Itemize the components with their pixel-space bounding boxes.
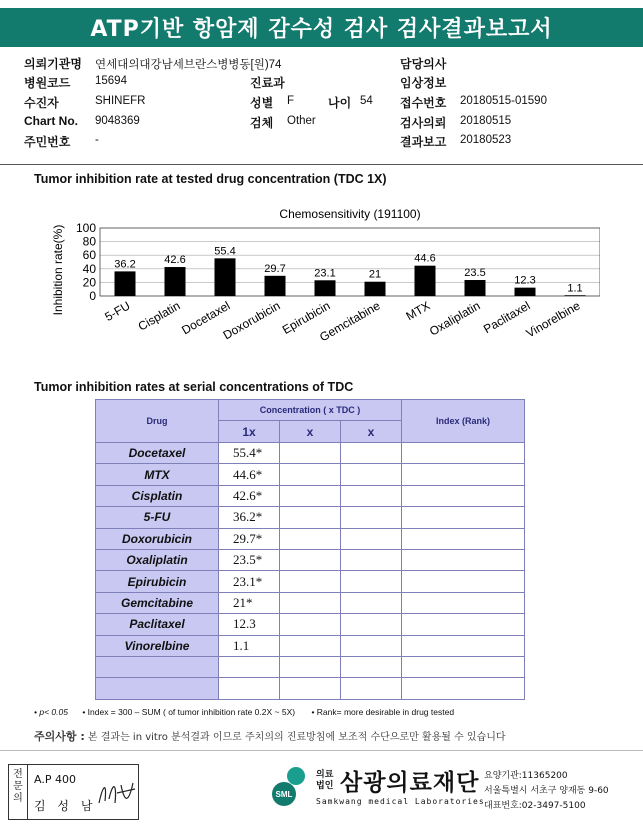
value-x3-cell — [341, 571, 402, 592]
result-label: 결과보고 — [400, 135, 447, 149]
table-header-row — [96, 400, 525, 421]
value-1x-cell: 23.1* — [219, 571, 280, 592]
section1-title: Tumor inhibition rate at tested drug concentration (TDC 1X) — [34, 172, 387, 186]
bar-vinorelbine — [565, 295, 586, 296]
value-x3-cell — [341, 507, 402, 528]
drug-cell — [96, 656, 219, 677]
value-x2-cell — [280, 507, 341, 528]
table-row — [96, 443, 525, 464]
value-x2-cell — [280, 614, 341, 635]
x-tick-label: Cisplatin — [135, 298, 183, 334]
drug-cell: Epirubicin — [96, 571, 219, 592]
index-cell — [402, 678, 525, 699]
value-x3-cell — [341, 464, 402, 485]
notice-label: 주의사항 : — [34, 730, 85, 743]
bar-oxaliplatin — [465, 280, 486, 296]
notice-text: 본 결과는 in vitro 분석결과 이므로 주치의의 진료방침에 보조적 수단으로만 활용될 수 있습니다 — [87, 732, 506, 743]
value-1x-cell: 23.5* — [219, 549, 280, 570]
bar-mtx — [415, 266, 436, 296]
bar-5-fu — [115, 271, 136, 296]
chart-no-label: Chart No. — [24, 114, 78, 128]
value-x2-cell — [280, 485, 341, 506]
value-1x-cell: 36.2* — [219, 507, 280, 528]
value-1x-cell — [219, 656, 280, 677]
footnotes — [34, 707, 454, 717]
sml-logo-icon — [270, 765, 312, 807]
value-1x-cell: 55.4* — [219, 443, 280, 464]
age-value: 54 — [360, 95, 373, 107]
divider-top — [0, 164, 643, 165]
hospital-code-value: 15694 — [95, 75, 127, 87]
value-1x-cell: 29.7* — [219, 528, 280, 549]
subheader-x-2: x — [280, 421, 341, 443]
value-x2-cell — [280, 571, 341, 592]
y-tick-label: 100 — [75, 221, 96, 235]
x-tick-label: Docetaxel — [179, 298, 233, 338]
data-label: 44.6 — [414, 252, 436, 265]
signature-line1: A.P 400 — [34, 773, 76, 786]
index-cell — [402, 507, 525, 528]
value-x3-cell — [341, 549, 402, 570]
value-x2-cell — [280, 635, 341, 656]
value-1x-cell: 44.6* — [219, 464, 280, 485]
value-x3-cell — [341, 678, 402, 699]
x-tick-label: Doxorubicin — [220, 298, 283, 343]
id-label: 주민번호 — [24, 135, 71, 149]
bar-cisplatin — [165, 267, 186, 296]
data-label: 23.1 — [314, 267, 336, 280]
doctor-label: 담당의사 — [400, 57, 447, 71]
signature-box — [8, 764, 139, 820]
table-row — [96, 635, 525, 656]
x-tick-label: 5-FU — [102, 298, 133, 324]
table-row — [96, 485, 525, 506]
data-label: 29.7 — [264, 262, 286, 275]
value-x2-cell — [280, 549, 341, 570]
table-row — [96, 507, 525, 528]
reception-value: 20180515-01590 — [460, 95, 547, 107]
bar-epirubicin — [315, 280, 336, 296]
sex-value: F — [287, 95, 295, 107]
index-cell — [402, 571, 525, 592]
index-cell — [402, 528, 525, 549]
department-label: 진료과 — [250, 76, 285, 90]
age-label: 나이 — [328, 96, 352, 110]
data-label: 55.4 — [214, 245, 236, 258]
drug-cell — [96, 678, 219, 699]
data-label: 42.6 — [164, 254, 186, 267]
data-label: 36.2 — [114, 258, 136, 271]
data-label: 1.1 — [567, 282, 583, 295]
divider-bottom — [0, 750, 643, 751]
drug-cell: Vinorelbine — [96, 635, 219, 656]
clinical-info-label: 임상정보 — [400, 76, 447, 90]
institution-value: 연세대의대강남세브란스병병동[원)74 — [95, 59, 282, 71]
chart-no-value: 9048369 — [95, 115, 140, 127]
x-tick-label: Epirubicin — [279, 298, 333, 337]
organization-english-name: Samkwang medical Laboratories — [316, 797, 485, 806]
value-x3-cell — [341, 592, 402, 613]
hospital-code-label: 병원코드 — [24, 76, 71, 90]
index-cell — [402, 464, 525, 485]
value-x2-cell — [280, 656, 341, 677]
value-x3-cell — [341, 528, 402, 549]
result-value: 20180523 — [460, 134, 512, 146]
table-row — [96, 528, 525, 549]
value-x3-cell — [341, 656, 402, 677]
value-x3-cell — [341, 635, 402, 656]
value-1x-cell: 1.1 — [219, 635, 280, 656]
index-cell — [402, 635, 525, 656]
id-value: - — [95, 134, 99, 146]
drug-cell: Cisplatin — [96, 485, 219, 506]
table-row — [96, 592, 525, 613]
drug-cell: Paclitaxel — [96, 614, 219, 635]
value-x2-cell — [280, 464, 341, 485]
logo-text: SML — [275, 790, 293, 799]
y-tick-label: 20 — [82, 275, 96, 290]
receiver-value: SHINEFR — [95, 95, 146, 107]
section2-title: Tumor inhibition rates at serial concentrations of TDC — [34, 380, 354, 394]
org-code: 요양기관:11365200 — [484, 771, 568, 781]
rank-note: • Rank= more desirable in drug tested — [311, 707, 455, 717]
receiver-label: 수진자 — [24, 96, 59, 110]
chart-title: Chemosensitivity (191100) — [279, 207, 421, 221]
table-row — [96, 549, 525, 570]
x-tick-label: MTX — [403, 298, 433, 324]
x-tick-label: Oxaliplatin — [426, 298, 483, 339]
table-row — [96, 464, 525, 485]
value-x3-cell — [341, 614, 402, 635]
p-value-note: • p< 0.05 — [34, 707, 68, 717]
value-x2-cell — [280, 678, 341, 699]
drug-cell: Doxorubicin — [96, 528, 219, 549]
x-tick-label: Paclitaxel — [481, 298, 533, 337]
chemosensitivity-chart — [40, 200, 600, 350]
index-header: Index (Rank) — [402, 400, 525, 443]
value-x3-cell — [341, 485, 402, 506]
index-cell — [402, 614, 525, 635]
request-label: 검사의뢰 — [400, 116, 447, 130]
organization-contact — [484, 769, 609, 814]
drug-cell: Gemcitabine — [96, 592, 219, 613]
reception-label: 접수번호 — [400, 96, 447, 110]
organization-name: 삼광의료재단 — [340, 770, 480, 796]
concentration-header: Concentration ( x TDC ) — [219, 400, 402, 421]
index-note: • Index = 300 – SUM ( of tumor inhibition rate 0.2X ~ 5X) — [82, 707, 296, 717]
org-type-label: 의료 법인 — [316, 770, 334, 791]
serial-concentration-table — [95, 399, 525, 700]
y-axis-label: Inhibition rate(%) — [51, 224, 65, 316]
institution-label: 의뢰기관명 — [24, 57, 82, 71]
y-tick-label: 40 — [82, 261, 96, 276]
x-tick-label: Gemcitabine — [317, 298, 383, 345]
bar-gemcitabine — [365, 282, 386, 296]
index-cell — [402, 656, 525, 677]
bar-doxorubicin — [265, 276, 286, 296]
subheader-1x: 1x — [219, 421, 280, 443]
subheader-x-3: x — [341, 421, 402, 443]
index-cell — [402, 592, 525, 613]
notice — [34, 728, 506, 744]
table-row — [96, 614, 525, 635]
report-title: ATP기반 항암제 감수성 검사 검사결과보고서 — [0, 8, 643, 47]
value-1x-cell: 21* — [219, 592, 280, 613]
handwritten-signature — [95, 775, 137, 811]
index-cell — [402, 485, 525, 506]
bar-paclitaxel — [515, 288, 536, 296]
value-1x-cell: 12.3 — [219, 614, 280, 635]
value-1x-cell — [219, 678, 280, 699]
bar-docetaxel — [215, 258, 236, 296]
drug-cell: Oxaliplatin — [96, 549, 219, 570]
signature-name: 김 성 남 — [34, 799, 97, 813]
org-phone: 대표번호:02-3497-5100 — [484, 801, 586, 811]
value-x2-cell — [280, 443, 341, 464]
y-tick-label: 60 — [82, 248, 96, 263]
sex-label: 성별 — [250, 96, 274, 110]
x-tick-label: Vinorelbine — [523, 298, 583, 341]
drug-header: Drug — [96, 400, 219, 443]
drug-cell: MTX — [96, 464, 219, 485]
data-label: 23.5 — [464, 267, 486, 280]
value-x2-cell — [280, 528, 341, 549]
data-label: 12.3 — [514, 274, 536, 287]
table-row — [96, 571, 525, 592]
specimen-label: 검체 — [250, 116, 274, 130]
request-value: 20180515 — [460, 115, 512, 127]
value-x3-cell — [341, 443, 402, 464]
data-label: 21 — [368, 268, 382, 281]
drug-cell: Docetaxel — [96, 443, 219, 464]
org-address: 서울특별시 서초구 양재동 9-60 — [484, 786, 609, 796]
table-row — [96, 678, 525, 699]
value-1x-cell: 42.6* — [219, 485, 280, 506]
value-x2-cell — [280, 592, 341, 613]
table-row — [96, 656, 525, 677]
index-cell — [402, 549, 525, 570]
y-tick-label: 0 — [89, 289, 96, 303]
drug-cell: 5-FU — [96, 507, 219, 528]
specimen-value: Other — [287, 115, 316, 127]
index-cell — [402, 443, 525, 464]
y-tick-label: 80 — [82, 234, 96, 249]
specialist-label: 전 문 의 — [9, 765, 28, 819]
